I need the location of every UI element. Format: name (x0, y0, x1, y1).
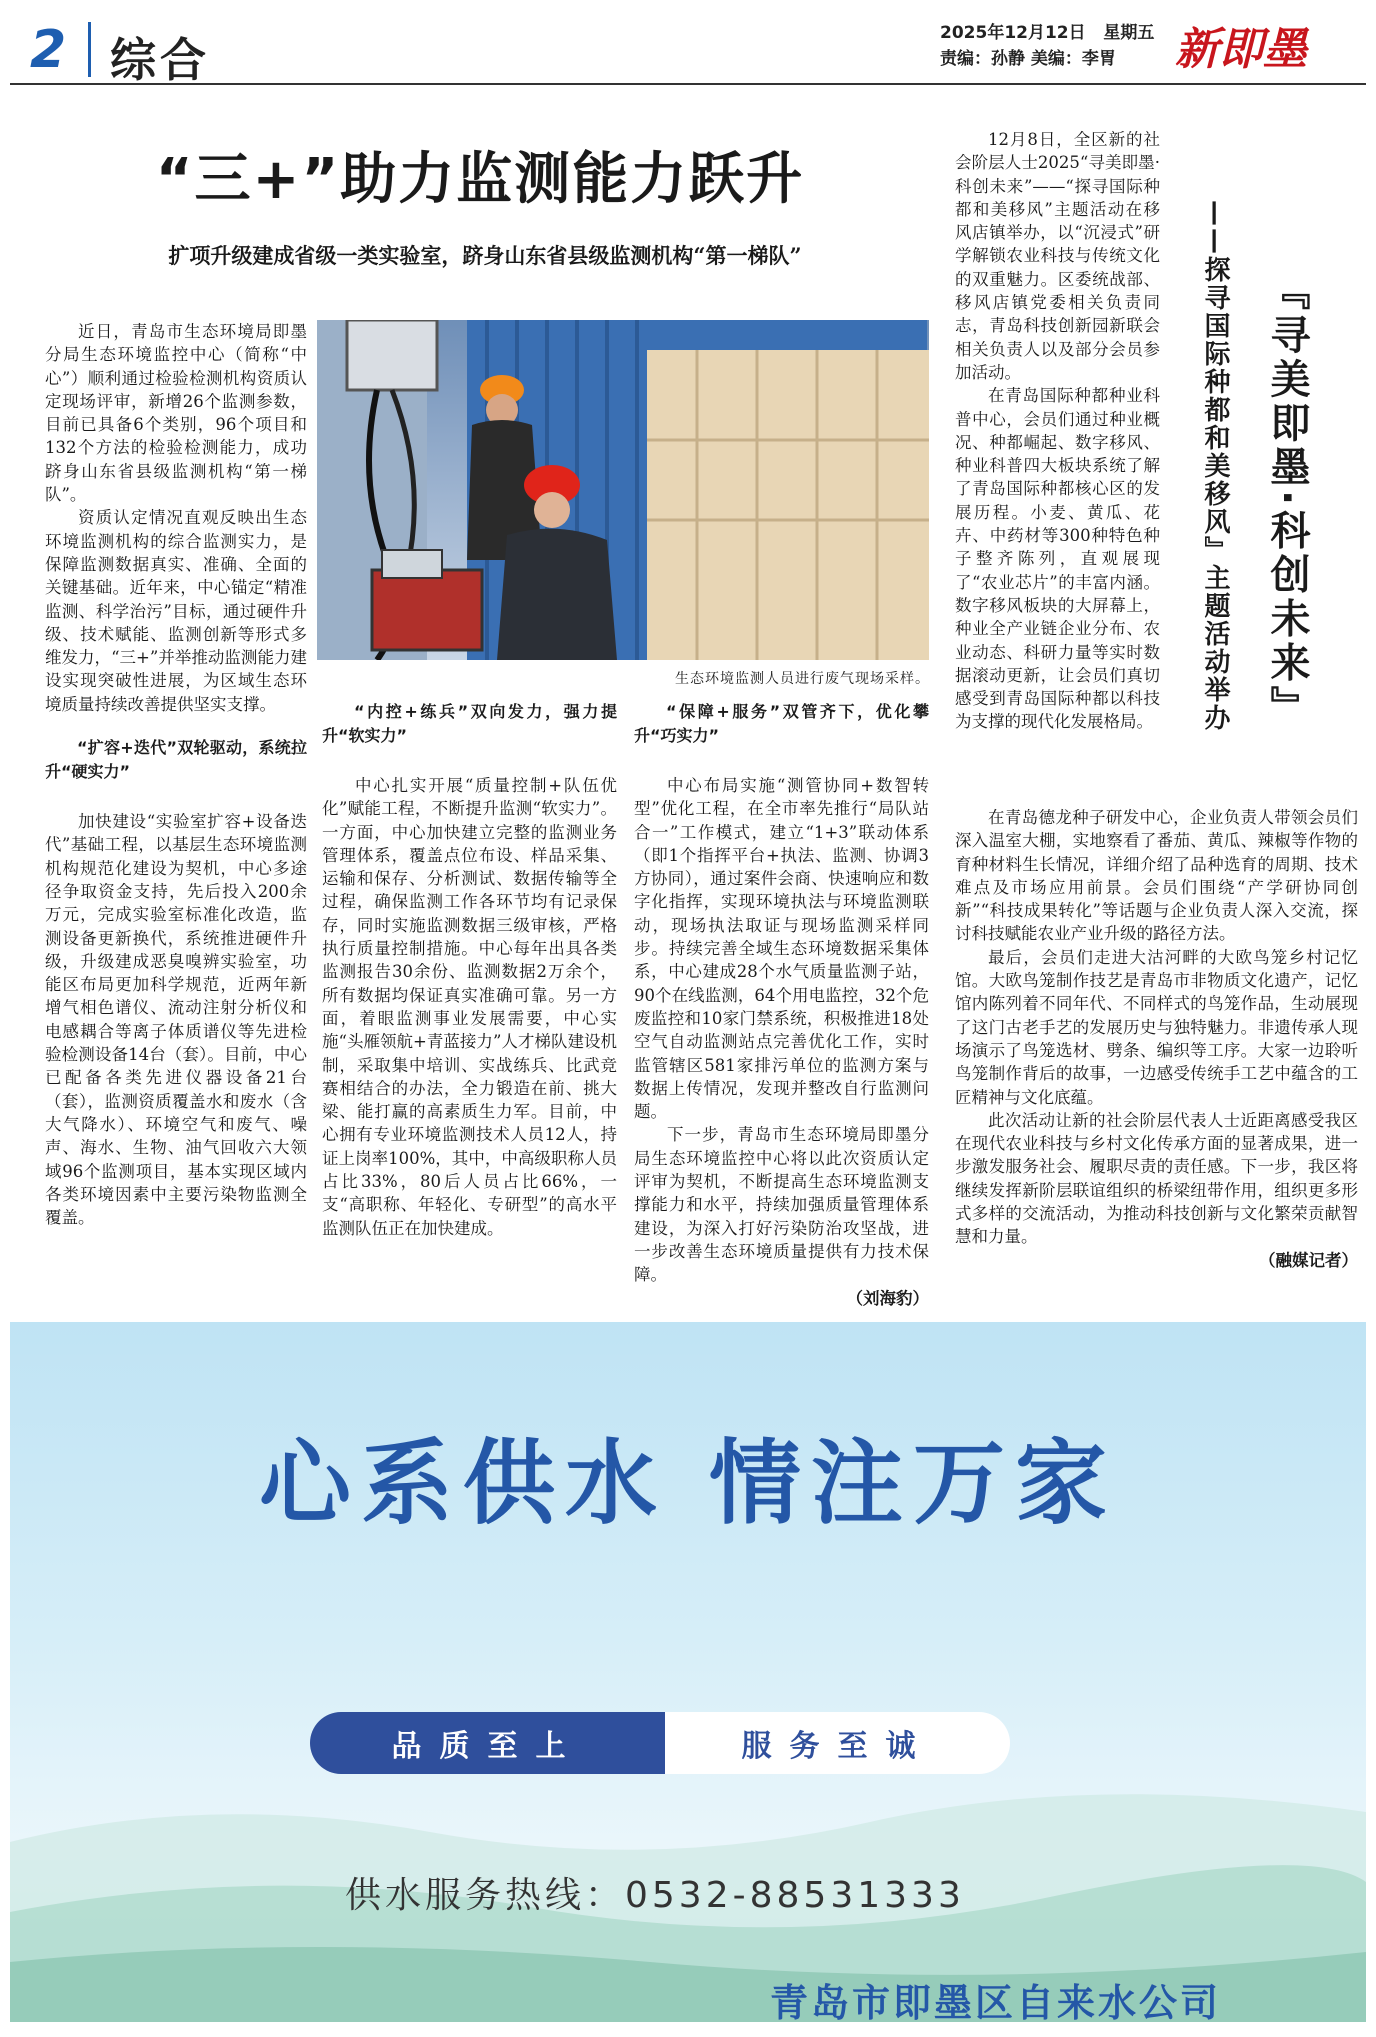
article-column-1 (45, 320, 307, 1229)
paragraph: 12月8日，全区新的社会阶层人士2025“寻美即墨·科创未来”——“探寻国际种都和美移风”主题活动在移风店镇举办，以“沉浸式”研学解锁农业科技与传统文化的双重魅力。区委统战部、移风店镇党委相关负责同志，青岛科技创新园新联会相关负责人以及部分会员参加活动。 (955, 130, 1160, 382)
subheading: “扩容+迭代”双轮驱动，系统拉升“硬实力” (45, 738, 307, 782)
section-name: 综合 (110, 33, 210, 87)
paragraph: 下一步，青岛市生态环境局即墨分局生态环境监控中心将以此次资质认定评审为契机，不断提高生态环境监测支撑能力和水平，持续加强质量管理体系建设，为深入打好污染防治攻坚战，进一步改善生态环境质量提供有力技术保障。 (634, 1125, 929, 1285)
paragraph: 中心布局实施“测管协同+数智转型”优化工程，在全市率先推行“局队站合一”工作模式，建立“1+3”联动体系（即1个指挥平台+执法、监测、协调3方协同），通过案件会商、快速响应和数字化指挥，实现环境执法与环境监测联动，现场执法取证与现场监测采样同步。持续完善全域生态环境数据采集体系，中心建成28个水气质量监测子站，90个在线监测，64个用电监控，32个危废监控和10家门禁系统，积极推进18处空气自动监测站点完善优化工作，实时监管辖区581家排污单位的监测方案与数据上传情况，发现并整改自行监测问题。 (634, 776, 929, 1122)
issue-weekday: 星期五 (1103, 23, 1155, 43)
article2-title: 『寻美即墨·科创未来』 (1264, 270, 1310, 730)
company-name: 青岛市即墨区自来水公司 (770, 1981, 1222, 2022)
article-photo (317, 320, 929, 660)
subheading: “内控+练兵”双向发力，强力提升“软实力” (322, 702, 617, 745)
paragraph: 最后，会员们走进大沽河畔的大欧鸟笼乡村记忆馆。大欧鸟笼制作技艺是青岛市非物质文化遗产，记忆馆内陈列着不同年代、不同样式的鸟笼作品，生动展现了这门古老手艺的发展历史与独特魅力。非遗传承人现场演示了鸟笼选材、劈条、编织等工序。大家一边聆听鸟笼制作背后的故事，一边感受传统手工艺中蕴含的工匠精神与文化底蕴。 (955, 947, 1358, 1107)
photo-illustration (317, 320, 929, 660)
slogan-right: 服务至诚 (665, 1712, 1010, 1774)
paragraph: 中心扎实开展“质量控制+队伍优化”赋能工程，不断提升监测“软实力”。一方面，中心加快建立完整的监测业务管理体系，覆盖点位布设、样品采集、运输和保存、分析测试、数据传输等全过程，确保监测工作各环节均有记录保存，同时实施监测数据三级审核，严格执行质量控制措施。中心每年出具各类监测报告30余份、监测数据2万余个，所有数据均保证真实准确可靠。另一方面，着眼监测事业发展需要，中心实施“头雁领航+青蓝接力”人才梯队建设机制，采取集中培训、实战练兵、比武竞赛相结合的办法，全力锻造在前、挑大梁、能打赢的高素质生力军。目前，中心拥有专业环境监测技术人员12人，持证上岗率100%，其中，中高级职称人员占比33%，80后人员占比66%，一支“高职称、年轻化、专研型”的高水平监测队伍正在加快建成。 (322, 776, 617, 1238)
slogan-pill (310, 1712, 1010, 1774)
paragraph: 在青岛德龙种子研发中心，企业负责人带领会员们深入温室大棚，实地察看了番茄、黄瓜、辣椒等作物的育种材料生长情况，详细介绍了品种选育的周期、技术难点及市场应用前景。会员们围绕“产学研协同创新”“科技成果转化”等话题与企业负责人深入交流，探讨科技赋能农业产业升级的路径方法。 (955, 808, 1358, 944)
ad-title: 心系供水 情注万家 (258, 1430, 1118, 1537)
article-column-2 (322, 700, 617, 1240)
subheading: “保障+服务”双管齐下，优化攀升“巧实力” (634, 702, 929, 745)
page-header (10, 10, 1366, 85)
article-column-3 (634, 700, 929, 1310)
water-company-ad (10, 1322, 1366, 2022)
service-hotline: 供水服务热线：0532-88531333 (345, 1875, 965, 1916)
editors: 责编：孙静 美编：李胃 (940, 49, 1116, 69)
article-headline: “三+”助力监测能力跃升 (155, 147, 805, 212)
header-meta (940, 20, 1154, 72)
photo-caption: 生态环境监测人员进行废气现场采样。 (675, 671, 930, 687)
page-number: 2 (30, 20, 67, 80)
paragraph: 近日，青岛市生态环境局即墨分局生态环境监控中心（简称“中心”）顺利通过检验检测机构资质认定现场评审，新增26个监测参数，目前已具备6个类别，96个项目和132个方法的检验检测能力，成功跻身山东省县级监测机构“第一梯队”。 (45, 322, 307, 505)
paragraph: 资质认定情况直观反映出生态环境监测机构的综合监测实力，是保障监测数据真实、准确、全面的关键基础。近年来，中心锚定“精准监测、科学治污”目标，通过硬件升级、技术赋能、监测创新等形式多维发力，“三+”并举推动监测能力建设实现突破性进展，为区域生态环境质量持续改善提供坚实支撑。 (45, 508, 307, 714)
masthead-logo (1170, 16, 1360, 76)
masthead-text: 新即墨 (1175, 24, 1307, 75)
article2-subtitle: ——探寻国际种都和美移风』主题活动举办 (1200, 200, 1230, 732)
article-subhead: 扩项升级建成省级一类实验室，跻身山东省县级监测机构“第一梯队” (168, 243, 802, 268)
paragraph: 加快建设“实验室扩容+设备迭代”基础工程，以基层生态环境监测机构规范化建设为契机，中心多途径争取资金支持，先后投入200余万元，完成实验室标准化改造，监测设备更新换代，系统推进硬件升级，升级建成恶臭嗅辨实验室，功能区布局更加科学规范，近两年新增气相色谱仪、流动注射分析仪和电感耦合等离子体质谱仪等先进检验检测设备14台（套）。目前，中心已配备各类先进仪器设备21台（套），监测资质覆盖水和废水（含大气降水）、环境空气和废气、噪声、海水、生物、油气回收六大领域96个监测项目，基本实现区域内各类环境因素中主要污染物监测全覆盖。 (45, 812, 307, 1228)
slogan-left: 品质至上 (310, 1712, 665, 1774)
paragraph: 此次活动让新的社会阶层代表人士近距离感受我区在现代农业科技与乡村文化传承方面的显著成果，进一步激发服务社会、履职尽责的责任感。下一步，我区将继续发挥新阶层联谊组织的桥梁纽带作用，组织更多形式多样的交流活动，为推动科技创新与文化繁荣贡献智慧和力量。 (955, 1110, 1358, 1247)
issue-date: 2025年12月12日 (940, 23, 1086, 43)
article2-column-top (955, 128, 1160, 734)
article2-column-bottom (955, 806, 1358, 1272)
paragraph: 在青岛国际种都种业科普中心，会员们通过种业概况、种都崛起、数字移风、种业科普四大板块系统了解了青岛国际种都核心区的发展历程。小麦、黄瓜、花卉、中药材等300种特色种子整齐陈列，直观展现了“农业芯片”的丰富内涵。数字移风板块的大屏幕上，种业全产业链企业分布、农业动态、科研力量等实时数据滚动更新，让会员们真切感受到青岛国际种都以科技为支撑的现代化发展格局。 (955, 386, 1160, 732)
byline: （刘海豹） (846, 1288, 929, 1308)
byline: （融媒记者） (1259, 1250, 1358, 1270)
header-divider (88, 22, 91, 77)
